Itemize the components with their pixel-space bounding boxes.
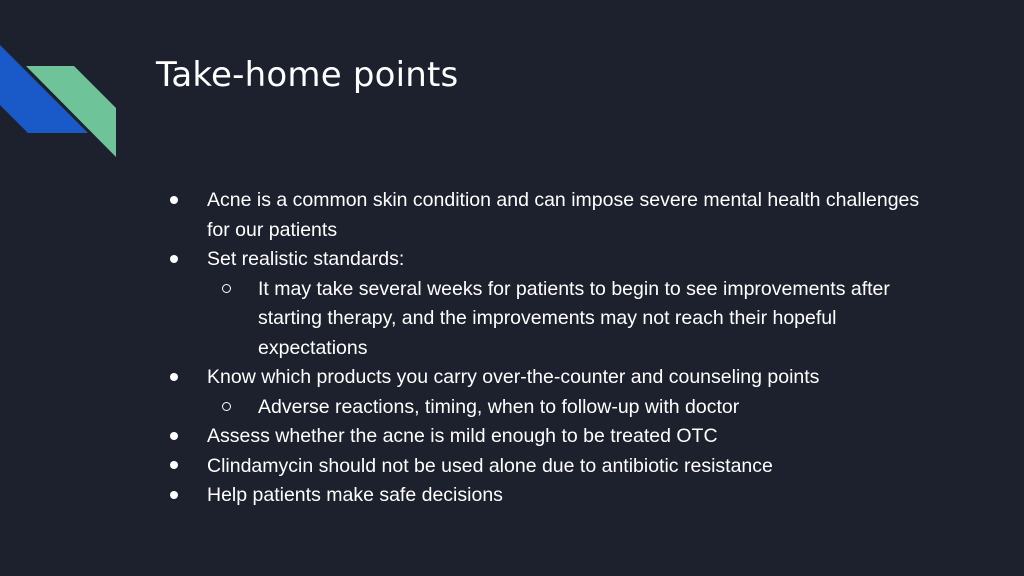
sub-bullet-item	[160, 275, 920, 364]
bullet-dot-icon	[170, 186, 178, 216]
bullet-text: Acne is a common skin condition and can impose severe mental health challenges for our patients	[207, 189, 920, 241]
bullet-text: Set realistic standards:	[207, 248, 405, 270]
bullet-item	[160, 452, 920, 482]
bullet-ring-icon	[222, 275, 231, 305]
bullet-item	[160, 422, 920, 452]
bullet-item	[160, 186, 920, 245]
bullet-item	[160, 363, 920, 393]
bullet-dot-icon	[170, 452, 178, 482]
sub-bullet-item	[160, 393, 920, 423]
decorative-stripes	[0, 0, 130, 170]
bullet-text: Clindamycin should not be used alone due to antibiotic resistance	[207, 454, 773, 477]
sub-bullet-text: It may take several weeks for patients to begin to see improvements after starting therapy, and the improvements may not reach their hopeful expectations	[258, 277, 890, 359]
bullet-dot-icon	[170, 245, 178, 275]
bullet-text: Help patients make safe decisions	[207, 484, 503, 506]
bullet-list	[160, 186, 920, 511]
bullet-item	[160, 245, 920, 275]
bullet-dot-icon	[170, 422, 178, 452]
bullet-dot-icon	[170, 481, 178, 511]
slide-title: Take-home points	[156, 55, 459, 95]
bullet-text: Know which products you carry over-the-counter and counseling points	[207, 366, 820, 388]
sub-bullet-text: Adverse reactions, timing, when to follow-up with doctor	[258, 395, 740, 418]
bullet-item	[160, 481, 920, 511]
bullet-text: Assess whether the acne is mild enough to be treated OTC	[207, 425, 718, 447]
bullet-ring-icon	[222, 393, 231, 423]
bullet-dot-icon	[170, 363, 178, 393]
